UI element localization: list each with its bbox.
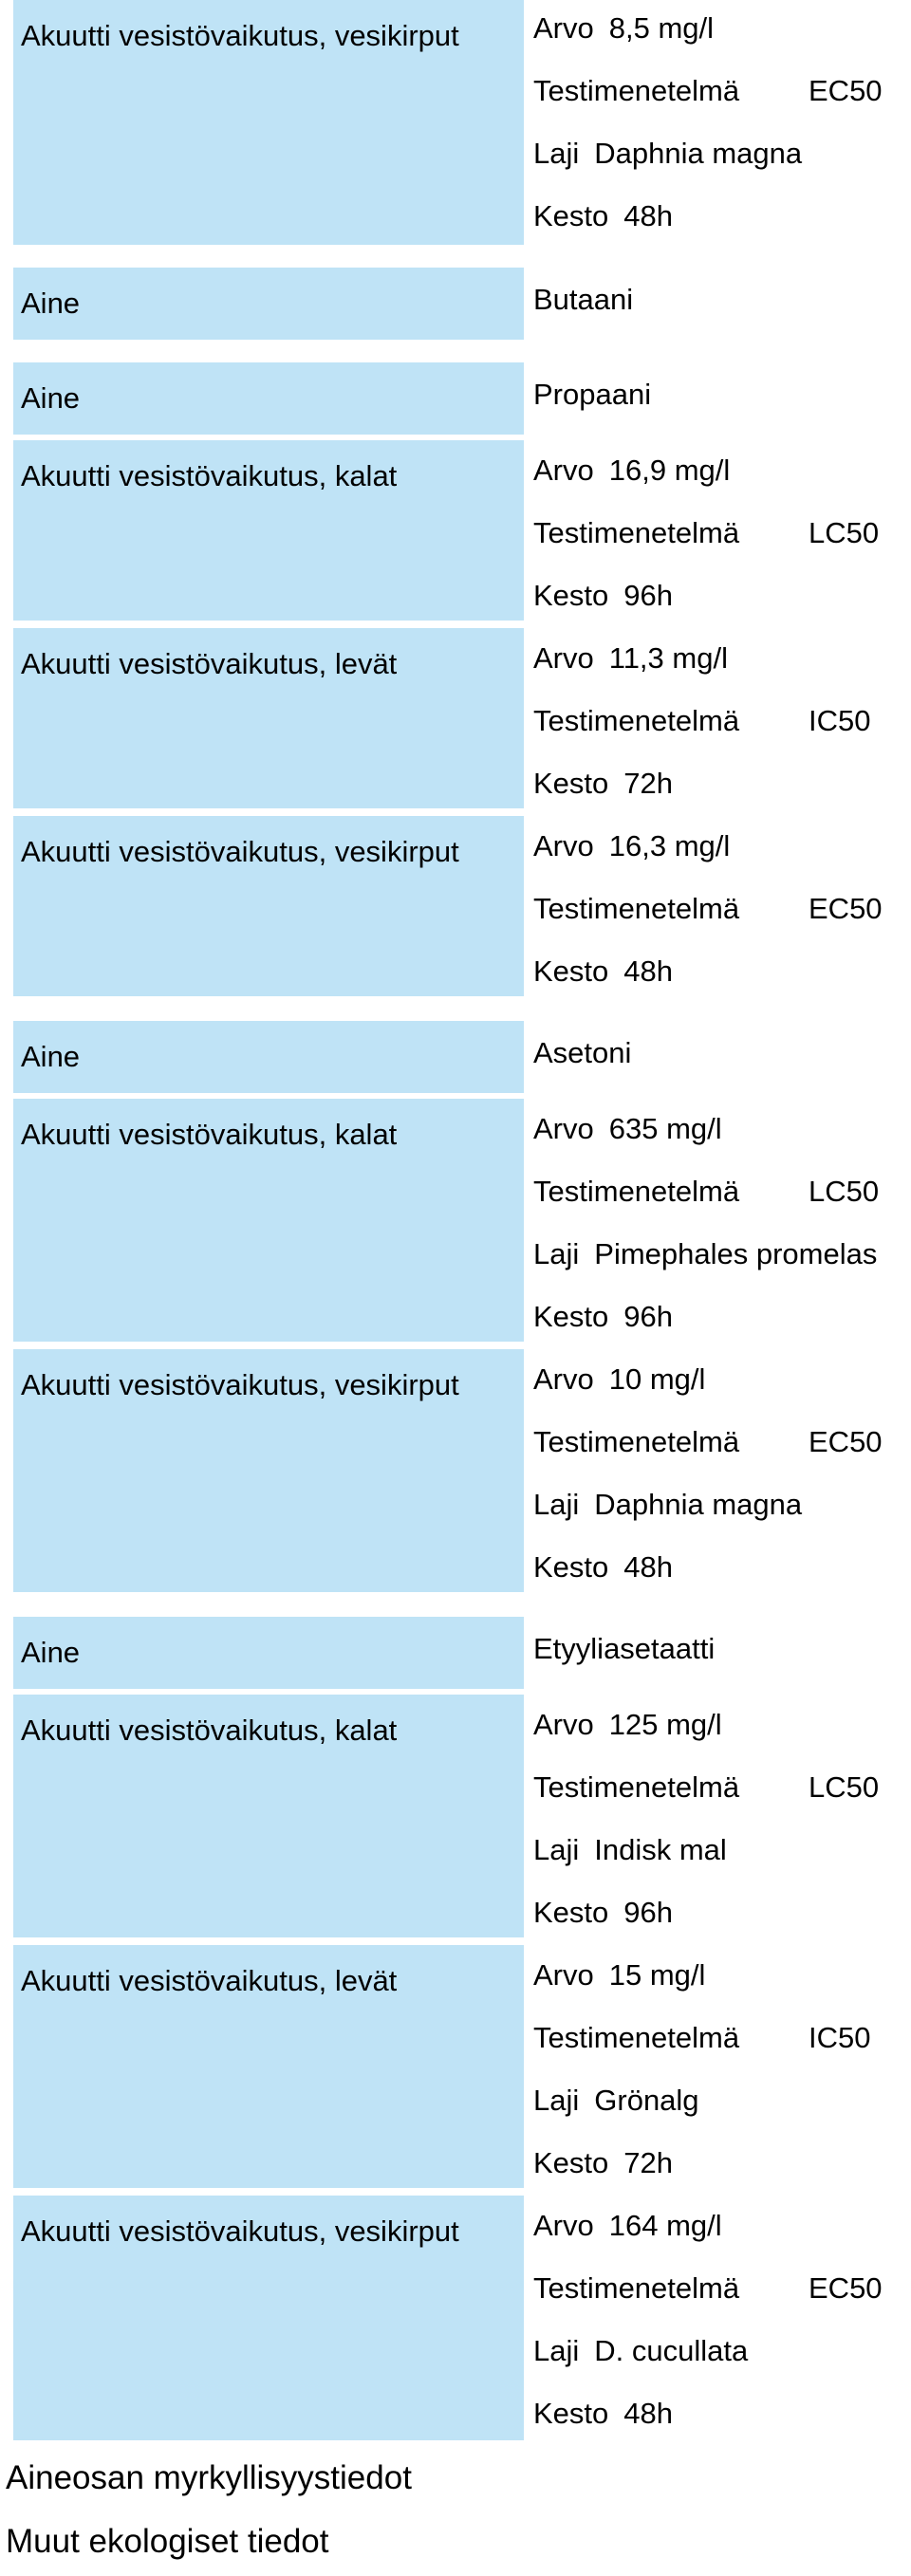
label-acute-algae: Akuutti vesistövaikutus, levät (13, 1945, 524, 2188)
value-row-laji: Laji Pimephales promelas (533, 1237, 878, 1270)
value-row-method: Testimenetelmä LC50 (533, 1175, 880, 1208)
value-row-laji: Laji D. cucullata (533, 2334, 749, 2367)
label-acute-fish: Akuutti vesistövaikutus, kalat (13, 440, 524, 621)
label-acute-daphnia: Akuutti vesistövaikutus, vesikirput (13, 2196, 524, 2440)
value-row-method: Testimenetelmä LC50 (533, 1770, 880, 1804)
value-row-laji: Laji Indisk mal (533, 1833, 727, 1866)
value-row-arvo: Arvo 10 mg/l (533, 1362, 706, 1396)
value-row-method: Testimenetelmä EC50 (533, 892, 883, 925)
section-heading-component-toxicity: Aineosan myrkyllisyystiedot (6, 2459, 412, 2496)
value-row-kesto: Kesto 96h (533, 579, 674, 612)
label-acute-fish: Akuutti vesistövaikutus, kalat (13, 1695, 524, 1937)
value-row-kesto: Kesto 48h (533, 954, 674, 988)
value-row-laji: Laji Grönalg (533, 2084, 699, 2117)
label-aine: Aine (13, 268, 524, 340)
value-row-arvo: Arvo 15 mg/l (533, 1958, 706, 1992)
value-row-arvo: Arvo 11,3 mg/l (533, 641, 728, 675)
value-row-kesto: Kesto 48h (533, 2397, 674, 2430)
substance-name-propaani: Propaani (533, 378, 652, 411)
label-acute-daphnia: Akuutti vesistövaikutus, vesikirput (13, 0, 524, 245)
label-aine: Aine (13, 1021, 524, 1093)
substance-name-etyyliasetaatti: Etyyliasetaatti (533, 1632, 716, 1665)
value-row-method: Testimenetelmä IC50 (533, 2021, 871, 2054)
value-row-method: Testimenetelmä EC50 (533, 74, 883, 107)
value-row-kesto: Kesto 96h (533, 1300, 674, 1333)
label-aine: Aine (13, 362, 524, 435)
substance-name-butaani: Butaani (533, 283, 634, 316)
substance-name-asetoni: Asetoni (533, 1036, 632, 1069)
label-acute-daphnia: Akuutti vesistövaikutus, vesikirput (13, 816, 524, 996)
value-row-method: Testimenetelmä EC50 (533, 1425, 883, 1458)
label-aine: Aine (13, 1617, 524, 1689)
value-row-arvo: Arvo 16,3 mg/l (533, 829, 731, 862)
value-row-arvo: Arvo 164 mg/l (533, 2209, 722, 2242)
value-row-laji: Laji Daphnia magna (533, 1488, 803, 1521)
value-row-kesto: Kesto 48h (533, 1550, 674, 1584)
value-row-method: Testimenetelmä IC50 (533, 704, 871, 737)
value-row-arvo: Arvo 125 mg/l (533, 1708, 722, 1741)
value-row-kesto: Kesto 48h (533, 199, 674, 232)
value-row-laji: Laji Daphnia magna (533, 137, 803, 170)
label-acute-algae: Akuutti vesistövaikutus, levät (13, 628, 524, 808)
value-row-arvo: Arvo 635 mg/l (533, 1112, 722, 1145)
value-row-kesto: Kesto 96h (533, 1896, 674, 1929)
value-row-kesto: Kesto 72h (533, 767, 674, 800)
value-row-kesto: Kesto 72h (533, 2146, 674, 2179)
value-row-method: Testimenetelmä LC50 (533, 516, 880, 549)
label-acute-fish: Akuutti vesistövaikutus, kalat (13, 1099, 524, 1342)
value-row-arvo: Arvo 16,9 mg/l (533, 454, 731, 487)
section-heading-other-ecological-info: Muut ekologiset tiedot (6, 2523, 329, 2560)
value-row-method: Testimenetelmä EC50 (533, 2271, 883, 2305)
value-row-arvo: Arvo 8,5 mg/l (533, 11, 715, 45)
label-acute-daphnia: Akuutti vesistövaikutus, vesikirput (13, 1349, 524, 1592)
